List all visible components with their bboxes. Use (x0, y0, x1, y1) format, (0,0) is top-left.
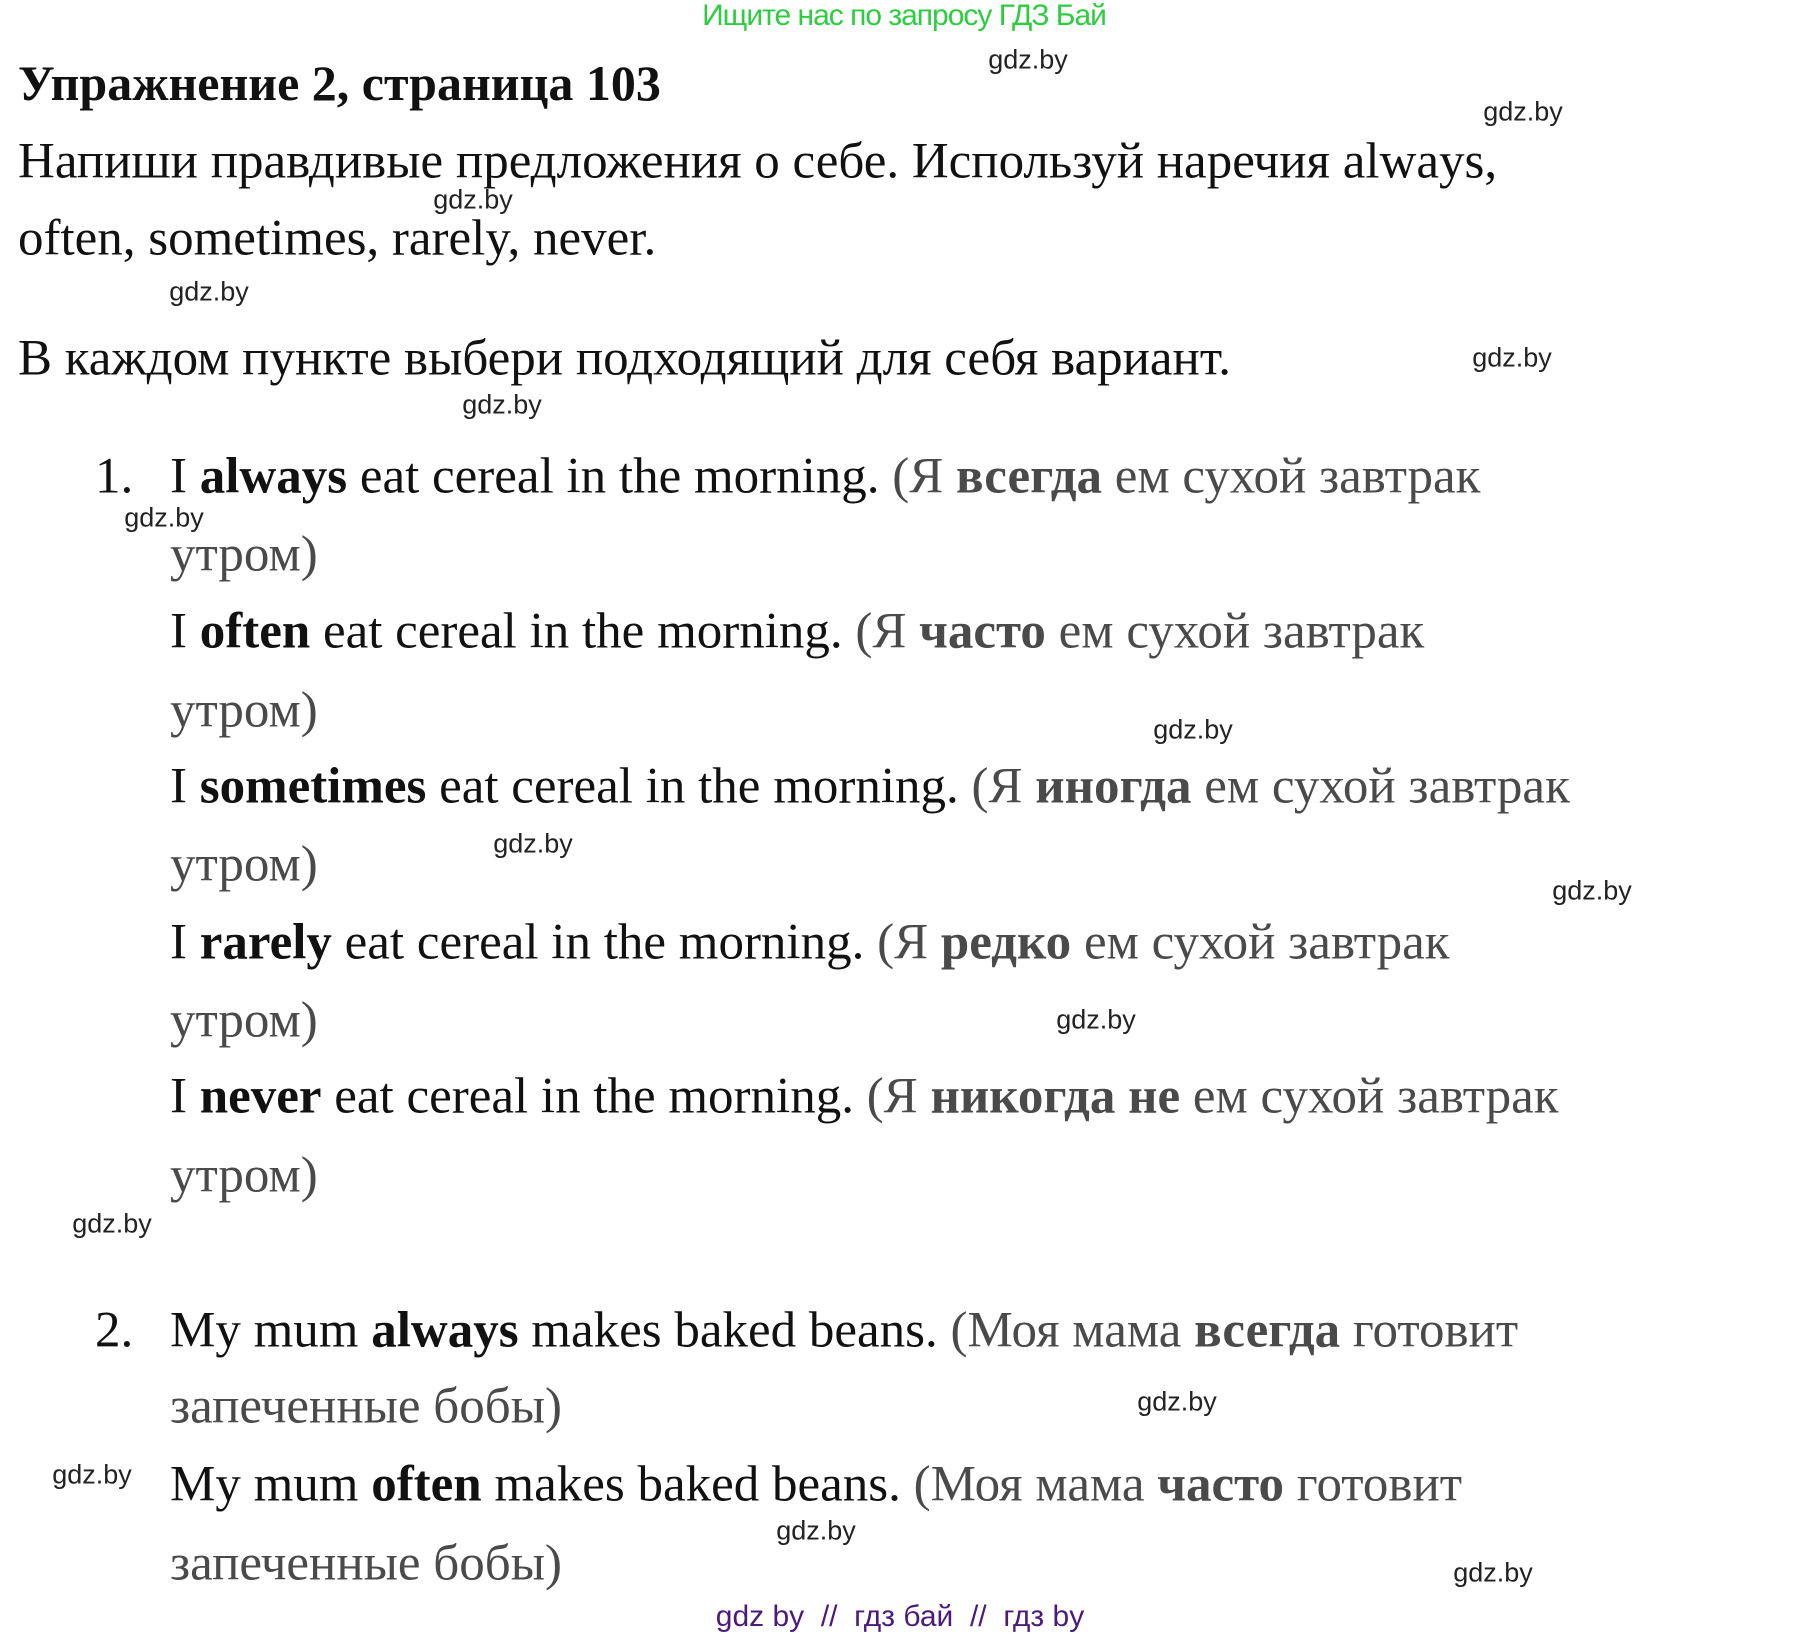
sentence-text: makes baked beans. (518, 1302, 951, 1359)
adverb-highlight: often (371, 1456, 482, 1513)
sentence-text: I (170, 1068, 200, 1125)
translation-text: (Я (866, 1068, 931, 1125)
sentence-text: My mum (170, 1302, 372, 1359)
translation-text: ем сухой завтрак (1180, 1068, 1559, 1125)
watermark: gdz.by (72, 1208, 152, 1239)
translation-text: утром) (170, 526, 318, 583)
adverb-highlight: always (371, 1302, 519, 1359)
translation-text: ем сухой завтрак (1102, 448, 1481, 505)
translation-text: утром) (170, 992, 318, 1049)
answer-line (170, 992, 318, 1049)
adverb-highlight: always (199, 448, 348, 505)
answer-line (170, 1456, 1463, 1513)
instruction-line: В каждом пункте выбери подходящий для себя вариант. (18, 330, 1232, 387)
translation-text: (Я (971, 758, 1036, 815)
translation-text: запеченные бобы) (170, 1378, 562, 1435)
item-number: 1. (95, 448, 134, 505)
translation-text: (Моя мама (950, 1302, 1195, 1359)
translation-text: запеченные бобы) (170, 1535, 562, 1592)
adverb-highlight: often (199, 603, 311, 660)
adverb-highlight: всегда (956, 448, 1103, 505)
adverb-highlight: never (199, 1068, 322, 1125)
answer-line (170, 1378, 562, 1435)
watermark: gdz.by (1453, 1557, 1533, 1588)
watermark: gdz.by (1483, 96, 1563, 127)
sentence-text: I (170, 914, 200, 971)
watermark: gdz.by (1472, 342, 1552, 373)
sentence-text: I (170, 448, 200, 505)
footer-watermark: gdz by // гдз бай // гдз by (715, 1600, 1085, 1633)
watermark: gdz.by (988, 44, 1068, 75)
sentence-text: I (170, 603, 200, 660)
sentence-text: eat cereal in the morning. (347, 448, 893, 505)
watermark: gdz.by (776, 1515, 856, 1546)
translation-text: (Я (877, 914, 941, 971)
watermark: gdz.by (1153, 714, 1233, 745)
adverb-highlight: никогда не (930, 1068, 1181, 1125)
watermark: gdz.by (493, 828, 573, 859)
answer-line (170, 1302, 1519, 1359)
page-title: Упражнение 2, страница 103 (18, 55, 661, 111)
translation-text: готовит (1340, 1302, 1519, 1359)
watermark: gdz.by (1056, 1004, 1136, 1035)
adverb-highlight: sometimes (199, 758, 427, 815)
translation-text: готовит (1284, 1456, 1463, 1513)
instruction-line: Напиши правдивые предложения о себе. Используй наречия always, (18, 133, 1498, 190)
adverb-highlight: часто (1157, 1456, 1285, 1513)
translation-text: (Я (892, 448, 957, 505)
translation-text: (Моя мама (913, 1456, 1158, 1513)
translation-text: ем сухой завтрак (1071, 914, 1450, 971)
answer-line (170, 526, 318, 583)
answer-line (170, 1147, 318, 1204)
item-number: 2. (95, 1302, 134, 1359)
answer-line (170, 1535, 562, 1592)
answer-line (170, 914, 1450, 971)
sentence-text: eat cereal in the morning. (321, 1068, 867, 1125)
answer-line (170, 836, 318, 893)
sentence-text: I (170, 758, 200, 815)
translation-text: (Я (855, 603, 920, 660)
adverb-highlight: иногда (1035, 758, 1192, 815)
watermark: gdz.by (124, 502, 204, 533)
adverb-highlight: часто (919, 603, 1046, 660)
answer-line (170, 758, 1570, 815)
answer-line (170, 1068, 1559, 1125)
sentence-text: makes baked beans. (481, 1456, 914, 1513)
watermark: gdz.by (169, 276, 249, 307)
sentence-text: My mum (170, 1456, 372, 1513)
adverb-highlight: rarely (199, 914, 332, 971)
watermark: gdz.by (1137, 1386, 1217, 1417)
sentence-text: eat cereal in the morning. (331, 914, 878, 971)
watermark: gdz.by (462, 389, 542, 420)
translation-text: ем сухой завтрак (1045, 603, 1425, 660)
translation-text: ем сухой завтрак (1191, 758, 1570, 815)
translation-text: утром) (170, 1147, 318, 1204)
watermark: gdz.by (52, 1459, 132, 1490)
watermark: gdz.by (1552, 875, 1632, 906)
translation-text: утром) (170, 682, 318, 739)
answer-line (170, 603, 1425, 660)
translation-text: утром) (170, 836, 318, 893)
instruction-line: often, sometimes, rarely, never. (18, 210, 657, 267)
search-promo-banner: Ищите нас по запросу ГДЗ Бай (702, 0, 1106, 32)
sentence-text: eat cereal in the morning. (426, 758, 972, 815)
answer-line (170, 682, 318, 739)
adverb-highlight: редко (940, 914, 1072, 971)
answer-line (170, 448, 1481, 505)
adverb-highlight: всегда (1194, 1302, 1341, 1359)
watermark: gdz.by (433, 184, 513, 215)
sentence-text: eat cereal in the morning. (310, 603, 856, 660)
